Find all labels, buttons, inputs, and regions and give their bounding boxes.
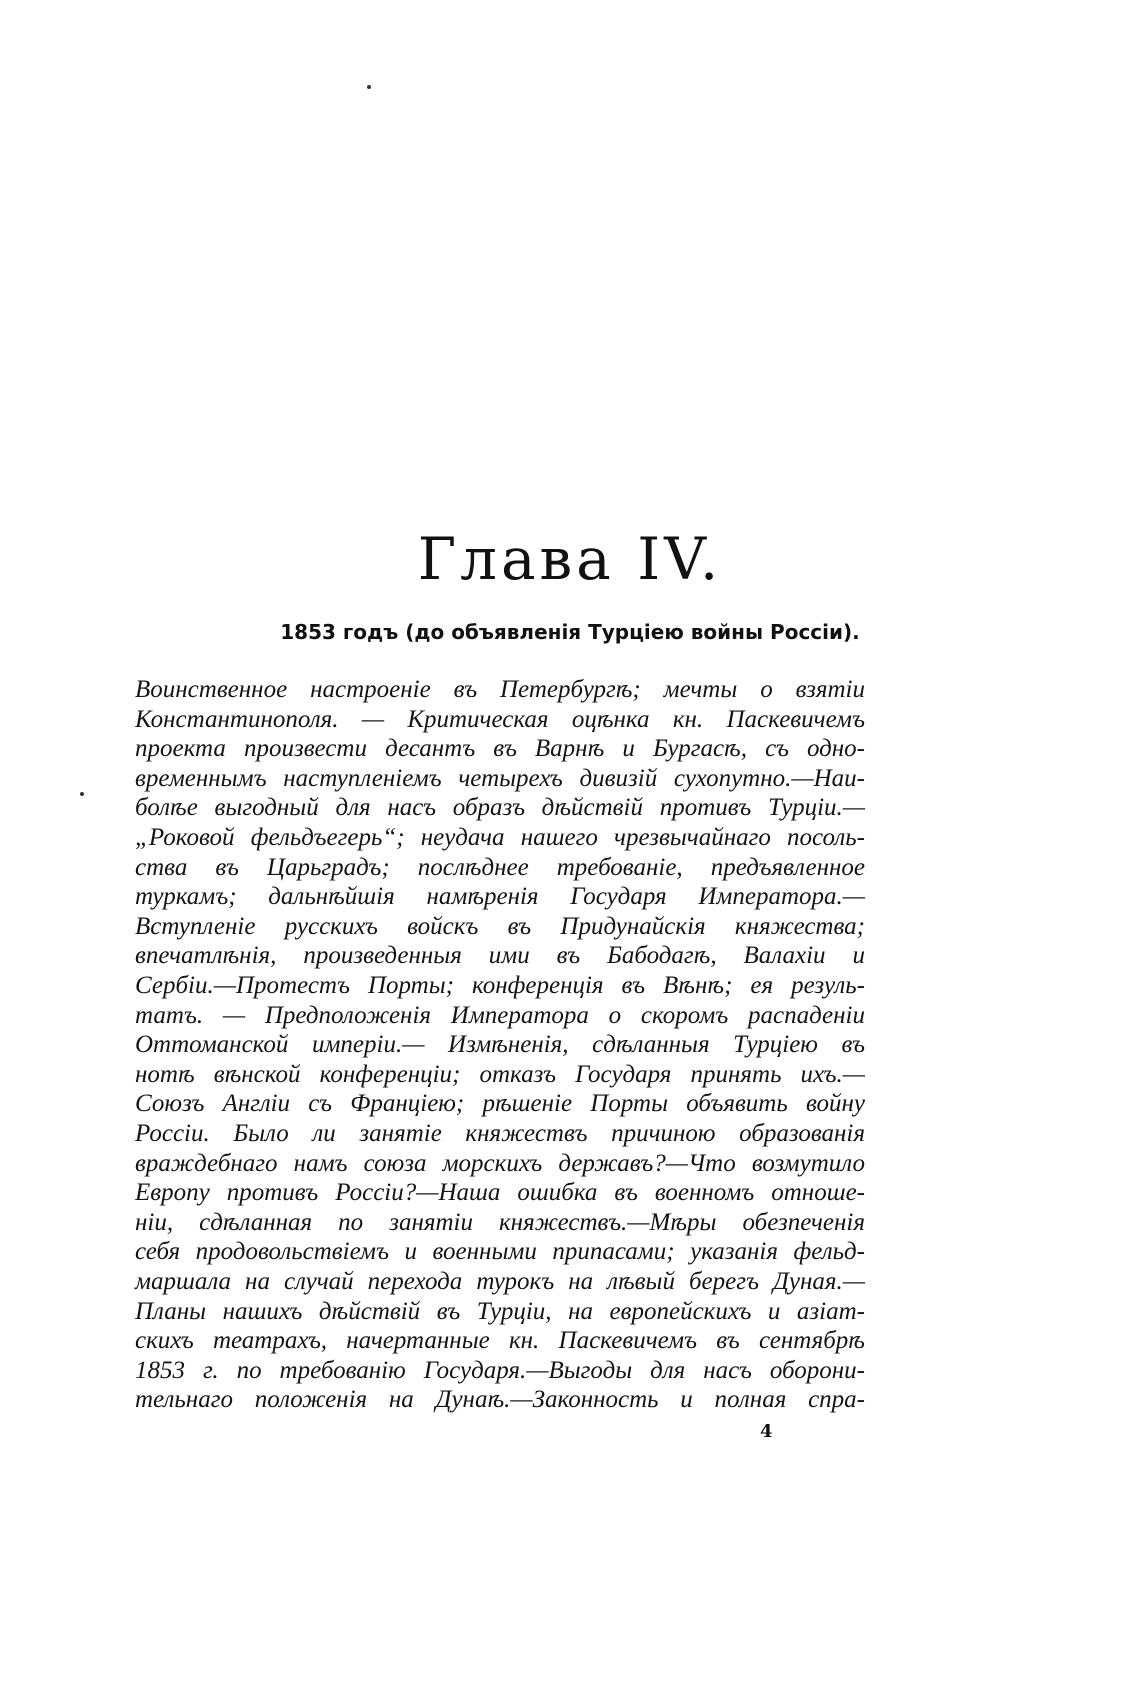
summary-line: ніи, сдѣланная по занятіи княжествъ.—Мѣры обезпеченія (135, 1208, 865, 1236)
chapter-subtitle: 1853 годъ (до объявленія Турціею войны Россіи). (280, 620, 860, 644)
summary-line: Европу противъ Россіи?—Наша ошибка въ военномъ отноше- (135, 1179, 865, 1207)
summary-line: туркамъ; дальнѣйшія намѣренія Государя Императора.— (135, 883, 865, 911)
summary-line: временнымъ наступленіемъ четырехъ дивизій сухопутно.—Наи- (135, 764, 865, 792)
scan-speck (367, 85, 371, 89)
summary-line: Оттоманской имперіи.— Измѣненія, сдѣланныя Турціею въ (135, 1031, 865, 1059)
summary-line: Воинственное настроеніе въ Петербургѣ; мечты о взятіи (135, 676, 865, 703)
summary-line: себя продовольствіемъ и военными припасами; указанія фельд- (135, 1238, 865, 1266)
summary-line: маршала на случай перехода турокъ на лѣвый берегъ Дуная.— (135, 1268, 865, 1295)
chapter-title: Глава IV. (417, 525, 723, 593)
summary-line: Россіи. Было ли занятіе княжествъ причиною образованія (135, 1120, 865, 1147)
summary-line: татъ. — Предположенія Императора о скоромъ распаденіи (135, 1001, 865, 1029)
scan-speck (80, 792, 84, 796)
summary-line: 1853 г. по требованію Государя.—Выгоды для насъ оборони- (135, 1356, 865, 1384)
summary-line: „Роковой фельдъегерь“; неудача нашего чрезвычайнаго посоль- (135, 824, 865, 851)
summary-line: болѣе выгодный для насъ образъ дѣйствій противъ Турціи.— (135, 794, 865, 822)
summary-line: проекта произвести десантъ въ Варнѣ и Бургасѣ, съ одно- (135, 735, 865, 763)
summary-line: впечатлѣнія, произведенныя ими въ Бабодагѣ, Валахіи и (135, 942, 865, 970)
page-number: 4 (760, 1421, 773, 1442)
summary-line: Константинополя. — Критическая оцѣнка кн. Паскевичемъ (135, 705, 865, 733)
summary-line: скихъ театрахъ, начертанные кн. Паскевичемъ въ сентябрѣ (135, 1327, 865, 1355)
summary-line: Сербіи.—Протестъ Порты; конференція въ Вѣнѣ; ея резуль- (135, 972, 865, 999)
summary-line: Вступленіе русскихъ войскъ въ Придунайскія княжества; (135, 912, 865, 940)
summary-line: Планы нашихъ дѣйствій въ Турціи, на европейскихъ и азіат- (135, 1297, 865, 1325)
summary-line: нотѣ вѣнской конференціи; отказъ Государя принять ихъ.— (135, 1060, 865, 1088)
summary-line: враждебнаго намъ союза морскихъ державъ?—Что возмутило (135, 1149, 865, 1177)
summary-line: Союзъ Англіи съ Франціею; рѣшеніе Порты объявить войну (135, 1090, 865, 1118)
summary-line: ства въ Царьградъ; послѣднее требованіе, предъявленное (135, 853, 865, 881)
summary-line: тельнаго положенія на Дунаѣ.—Законность и полная спра- (135, 1386, 865, 1414)
